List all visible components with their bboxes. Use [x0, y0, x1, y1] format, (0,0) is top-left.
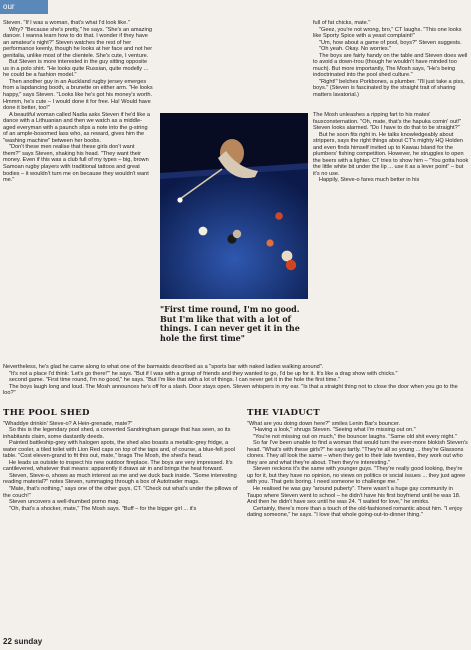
paragraph: But Steven is more interested in the guy sitting opposite us in a polo shirt. "He looks quite Russian, quite modelly ... he could be a fashion model." [3, 59, 149, 79]
paragraph: A beautiful woman called Nadia asks Steven if he'd like a dance with a Lithuanian and then we watch as a middle-aged everyman with a paunch slips a note into the g-string of an ample-bosomed lass who, as reward, gives him the "washing machine" between her boobs. [3, 111, 150, 144]
paragraph: Steven, Steve-o, shows as much interest as me and we duck back inside. "Some interesting reading material?" notes Steven, rummaging through a box of Autotrader mags. [3, 472, 237, 486]
paragraph: Steven reckons it's the same with younger guys. "They're really good looking, they're up for it, but they have no opinion, no views on politics or social issues ... they just agree with you. That gets boring. I need someone to challenge me." [247, 466, 466, 486]
section-viaduct [247, 408, 469, 618]
article-column-right [313, 112, 469, 364]
paragraph: "Right!" belches Porkbones, a plumber. "I'll just take a piss, boys." (Steven is fascinated by the straight trait of sharing matters lavatorial.) [313, 78, 465, 99]
paragraph: So this is the legendary pool shed, a converted Sandringham garage that has seen, so its inhabitants claim, some dastardly deeds. [3, 427, 231, 440]
pool-player-illustration [160, 113, 308, 299]
paragraph: "Oh, that's a shocker, mate," The Mosh says. "Buff – for the bigger girl ... it's [9, 505, 197, 512]
paragraph: The boys are fairly handy on the table and Steven does well to avoid a down-trou (though he wouldn't have minded too much). But more importantly, The Mosh says, "He's being indoctrinated into the pool shed culture." [313, 52, 468, 79]
paragraph: Why? "Because she's pretty," he says. "She's an amazing dancer. I wanna learn how to do that. I wonder if they have an amateur's night?" Steven watches the rest of her performance keenly, though he looks at her face and not her genitalia, unlike most of the clientele. She's cute, I venture. [3, 26, 153, 59]
section-heading-viaduct: THE VIADUCT [247, 408, 320, 418]
section-pool-shed [3, 408, 238, 608]
article-column-right-top [313, 20, 469, 110]
section-heading-pool-shed: THE POOL SHED [3, 408, 90, 418]
paragraph: Steven uncovers a well-thumbed porno mag. [9, 499, 121, 506]
pull-quote: "First time round, I'm no good. But I'm like that with a lot of things. I can never get it in the hole the first time" [160, 304, 300, 343]
paragraph: The boys laugh long and loud. The Mosh announces he's off for a slash. Door stays open. Steven whispers in my ear. "Is that a straight thing not to close the door when you go to the loo?" [3, 383, 458, 397]
paragraph: "Don't these men realise that these girls don't want them?" says Steven, shaking his head. "They want their money. Even if this was a club full of my types – big, brown Samoan rugby players with traditional tattoos and great bodies – it wouldn't turn me on because they wouldn't want me." [3, 144, 149, 184]
paragraph: So far I've been unable to find a woman that would turn the ever-more blokish Steven's head. "What's with these girls?" he says tartly. "They're all so young ... they're Glassons clones. They all look the same – when they get to their late twenties, they work out who they are and what they're about. Then they're interesting." [247, 440, 468, 466]
paragraph: Painted battleship-grey with halogen spots, the shed also boasts a metallic-grey fridge, a water cooler, a tiled toilet with Lion Red caps on top of the taps and, of course, a blue-felt pool table. "Cost eleven-grand to fit this out, mate," brags The Mosh, the shed's head. [3, 440, 235, 460]
paragraph: "Having a look," shrugs Steven. "Seeing what I'm missing out on." [253, 427, 416, 434]
section-tab: our [0, 0, 48, 14]
paragraph: Certainly, there's more than a touch of the old-fashioned romantic about him. "I enjoy dating someone," he says. "I love that whole going-out-to-dinner thing." [247, 505, 463, 519]
paragraph: "Geez, you're not wrong, bro," CT laughs. "This one looks like Sporty Spice with a yeast complaint!" [313, 26, 462, 40]
pool-table-photo [160, 113, 308, 299]
paragraph: "Um, how about a game of pool, boys?" Steven suggests. [319, 39, 462, 46]
paragraph: "Whaddye drinkin' Steve-o? A Hein-grenade, mate?" [3, 420, 133, 427]
paragraph: full of fat chicks, mate." [313, 20, 371, 26]
paragraph: The Mosh unleashes a ripping fart to his mates' fauxconsternation. "Oh, mate, that's the hapuka comin' out!" Steven looks alarmed. "Do I have to do that to be straight?" [313, 112, 462, 132]
paragraph: Then another guy in an Auckland rugby jersey emerges from a lapdancing booth, a brunette on either arm. "He looks happy," says Steven. "Looks like he's got his money's worth. Hmmm, he's cute – I would done it for free. Ha! Would have done it better, too!" [3, 78, 153, 112]
article-column-left [3, 20, 153, 378]
paragraph: Steven. "If I was a woman, that's what I'd look like." [3, 20, 130, 26]
paragraph: Nevertheless, he's glad he came along to what one of the barmaids described as a "sports bar with naked ladies walking around". [3, 364, 324, 370]
magazine-name: sunday [14, 637, 43, 646]
paragraph: "It's not a place I'd think: 'Let's go there!'" he says. "But if I was with a group of friends and they wanted to go, I'd be up for it. It's like a drag show with chicks." [9, 370, 398, 377]
paragraph: He leads us outside to inspect his new outdoor fireplace. The boys are very impressed. It's cantilevered, whatever that means: apparently it draws air in and brings the heat forward. [3, 459, 233, 473]
paragraph: second game. "First time round, I'm no good," he says. "But I'm like that with a lot of things. I can never get it in the hole the first time." [9, 377, 340, 384]
paragraph: "Oh yeah. Okay. No worries." [319, 46, 392, 53]
paragraph: "Mate, that's nothing," says one of the other guys, CT. "Check out what's under the pillows of the couch!" [3, 486, 238, 499]
paragraph: "You're not missing out on much," the bouncer laughs. "Same old shit every night." [253, 433, 457, 440]
page-number: 22 [3, 637, 12, 646]
paragraph: Happily, Steve-o fares much better in his [319, 177, 420, 184]
page-footer [3, 637, 42, 646]
paragraph: "What are you doing down here?" smiles Lenin Bar's bouncer. [247, 420, 401, 427]
paragraph: But he soon fits right in. He talks knowledgeably about strippers, says the right things about CT's mighty HQ Holden and even finds himself invited up to Kawau Island for the plumbers' fishing competition. However, he struggles to open the beers with a lighter. CT tries to show him – "You gotta hook the little white bit under the lip ... use it as a lever point" – but it's no use. [313, 131, 469, 177]
article-column-middle-wide [3, 364, 469, 406]
paragraph: He realised he was gay "around puberty". There wasn't a huge gay community in Taupo where Steven went to school – he didn't have his first boyfriend until he was 18. And then he didn't have sex until he was 24. "I waited for love," he smirks. [247, 486, 461, 506]
